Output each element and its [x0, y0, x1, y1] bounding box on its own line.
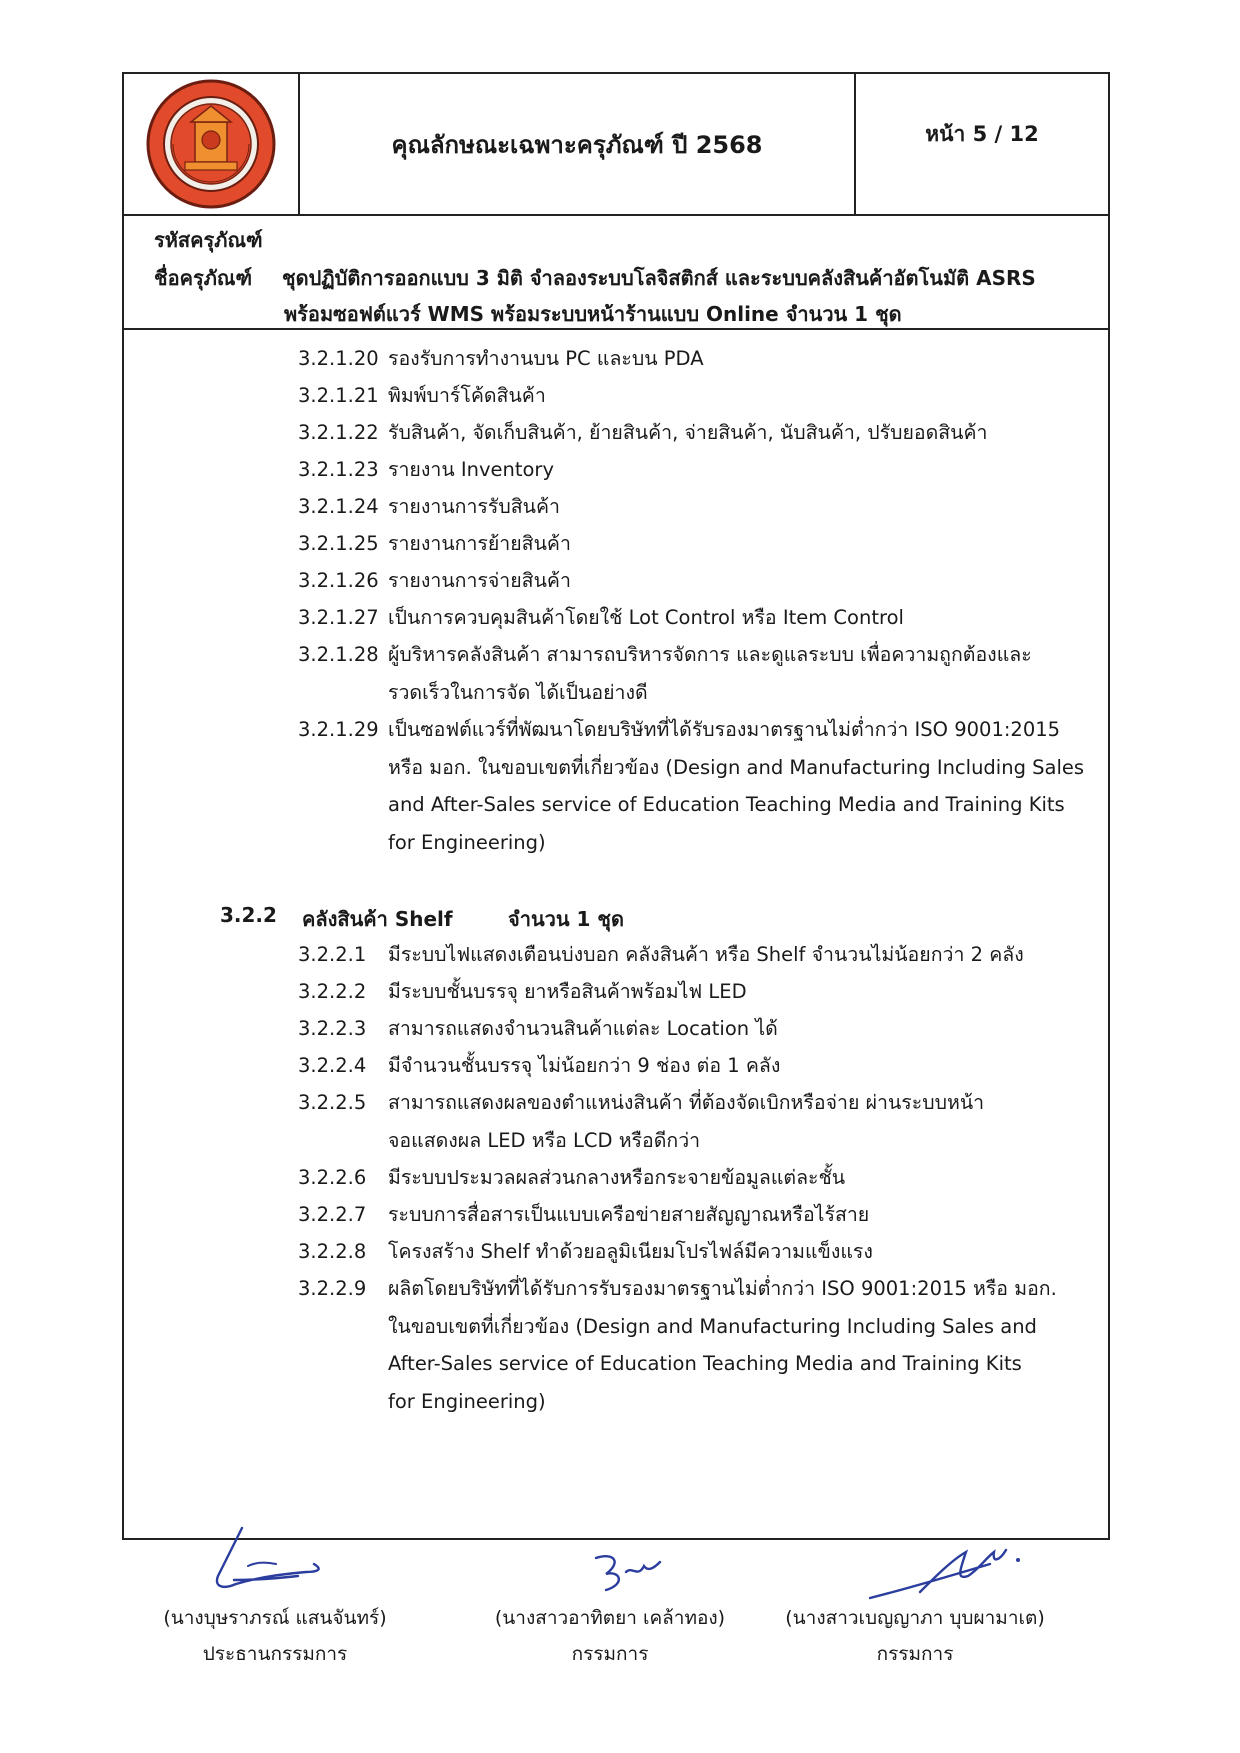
item-text-line: รวดเร็วในการจัด ได้เป็นอย่างดี	[388, 680, 648, 704]
item-text: มีระบบชั้นบรรจุ ยาหรือสินค้าพร้อมไฟ LED	[388, 980, 747, 1003]
list-item	[298, 451, 1098, 489]
signatory-role: กรรมการ	[876, 1643, 954, 1665]
item-number: 3.2.2.7	[298, 1203, 367, 1226]
list-item	[298, 1196, 1098, 1234]
item-text: มีจำนวนชั้นบรรจุ ไม่น้อยกว่า 9 ช่อง ต่อ 1 คลัง	[388, 1054, 781, 1077]
item-number: 3.2.2.1	[298, 943, 367, 966]
signature-mark	[196, 1520, 346, 1600]
item-number: 3.2.1.25	[298, 532, 379, 555]
list-item	[298, 1084, 1098, 1160]
equipment-name-line: พร้อมซอฟต์แวร์ WMS พร้อมระบบหน้าร้านแบบ Online จำนวน 1 ชุด	[284, 302, 902, 326]
item-number: 3.2.1.28	[298, 643, 379, 666]
list-item	[298, 525, 1098, 563]
signatory-role: ประธานกรรมการ	[202, 1643, 348, 1665]
signature-block	[480, 1600, 740, 1672]
header-table	[122, 72, 1110, 216]
equipment-info	[122, 216, 1110, 330]
item-text: รายงานการจ่ายสินค้า	[388, 569, 571, 592]
list-item	[298, 599, 1098, 637]
item-text: ระบบการสื่อสารเป็นแบบเครือข่ายสายสัญญาณหรือไร้สาย	[388, 1203, 870, 1226]
list-item	[298, 340, 1098, 378]
item-text: พิมพ์บาร์โค้ดสินค้า	[388, 384, 546, 407]
item-text: รับสินค้า, จัดเก็บสินค้า, ย้ายสินค้า, จ่ายสินค้า, นับสินค้า, ปรับยอดสินค้า	[388, 421, 988, 444]
signature-block	[150, 1600, 400, 1672]
list-item	[298, 1270, 1098, 1422]
item-text	[388, 636, 1088, 711]
item-text-line: After-Sales service of Education Teaching Media and Training Kits	[388, 1352, 1022, 1375]
item-text-line: ในขอบเขตที่เกี่ยวข้อง (Design and Manufacturing Including Sales and	[388, 1314, 1037, 1338]
item-text: รายงานการย้ายสินค้า	[388, 532, 571, 555]
specification-body	[122, 330, 1110, 1540]
list-item	[298, 936, 1098, 974]
item-text-line: เป็นซอฟต์แวร์ที่พัฒนาโดยบริษัทที่ได้รับรองมาตรฐานไม่ต่ำกว่า ISO 9001:2015	[388, 718, 1061, 741]
document-title: คุณลักษณะเฉพาะครุภัณฑ์ ปี 2568	[300, 74, 856, 214]
equipment-code-label: รหัสครุภัณฑ์	[154, 228, 263, 252]
signatory-role: กรรมการ	[571, 1643, 649, 1665]
item-text	[388, 711, 1088, 861]
item-text: รองรับการทำงานบน PC และบน PDA	[388, 347, 704, 370]
item-number: 3.2.1.22	[298, 421, 379, 444]
item-number: 3.2.1.27	[298, 606, 379, 629]
item-text: เป็นการควบคุมสินค้าโดยใช้ Lot Control หรือ Item Control	[388, 606, 904, 629]
item-number: 3.2.2.4	[298, 1054, 367, 1077]
item-text	[388, 1270, 1096, 1420]
signatory-name: (นางสาวอาทิตยา เคล้าทอง)	[494, 1607, 726, 1629]
item-text: มีระบบประมวลผลส่วนกลางหรือกระจายข้อมูลแต่ละชั้น	[388, 1166, 846, 1189]
item-text-line: ผู้บริหารคลังสินค้า สามารถบริหารจัดการ และดูแลระบบ เพื่อความถูกต้องและ	[388, 643, 1032, 666]
page-number: หน้า 5 / 12	[925, 122, 1039, 146]
equipment-name-label: ชื่อครุภัณฑ์	[154, 266, 253, 290]
item-text-line: ผลิตโดยบริษัทที่ได้รับการรับรองมาตรฐานไม่ต่ำกว่า ISO 9001:2015 หรือ มอก.	[388, 1277, 1057, 1300]
item-number: 3.2.1.24	[298, 495, 379, 518]
item-text: รายงาน Inventory	[388, 458, 554, 481]
item-text-line: for Engineering)	[388, 1389, 546, 1413]
item-number: 3.2.2.8	[298, 1240, 367, 1263]
list-item	[298, 711, 1098, 863]
section-number: 3.2.2	[220, 903, 277, 927]
vocational-education-seal-icon	[145, 78, 277, 210]
item-text-line: หรือ มอก. ในขอบเขตที่เกี่ยวข้อง (Design and Manufacturing Including Sales	[388, 755, 1085, 779]
item-number: 3.2.2.2	[298, 980, 367, 1003]
item-number: 3.2.1.20	[298, 347, 379, 370]
logo-cell	[124, 74, 300, 214]
list-item	[298, 973, 1098, 1011]
item-number: 3.2.1.21	[298, 384, 379, 407]
list-item	[298, 636, 1098, 712]
item-text-line: จอแสดงผล LED หรือ LCD หรือดีกว่า	[388, 1128, 701, 1152]
list-item	[298, 1047, 1098, 1085]
item-text: มีระบบไฟแสดงเตือนบ่งบอก คลังสินค้า หรือ Shelf จำนวนไม่น้อยกว่า 2 คลัง	[388, 943, 1024, 966]
equipment-name-line: ชุดปฏิบัติการออกแบบ 3 มิติ จำลองระบบโลจิสติกส์ และระบบคลังสินค้าอัตโนมัติ ASRS	[282, 266, 1036, 290]
list-item	[298, 1010, 1098, 1048]
item-text-line: and After-Sales service of Education Teaching Media and Training Kits	[388, 793, 1065, 816]
signatory-name: (นางสาวเบญญาภา บุบผามาเต)	[785, 1607, 1045, 1629]
item-text	[388, 1084, 1088, 1159]
equipment-name	[282, 260, 1102, 332]
item-text: โครงสร้าง Shelf ทำด้วยอลูมิเนียมโปรไฟล์มีความแข็งแรง	[388, 1240, 873, 1263]
item-number: 3.2.1.26	[298, 569, 379, 592]
item-text: รายงานการรับสินค้า	[388, 495, 560, 518]
item-number: 3.2.1.29	[298, 718, 379, 741]
signature-block	[780, 1600, 1050, 1672]
item-number: 3.2.2.3	[298, 1017, 367, 1040]
signature-mark	[586, 1548, 676, 1604]
signatory-name: (นางบุษราภรณ์ แสนจันทร์)	[163, 1607, 387, 1629]
list-item	[298, 488, 1098, 526]
list-item	[298, 1159, 1098, 1197]
signature-mark	[860, 1530, 1030, 1610]
section-title: คลังสินค้า Shelf	[302, 907, 453, 931]
list-item	[298, 414, 1098, 452]
item-text-line: for Engineering)	[388, 830, 546, 854]
list-item	[298, 1233, 1098, 1271]
item-number: 3.2.2.9	[298, 1277, 367, 1300]
item-number: 3.2.2.5	[298, 1091, 367, 1114]
section-quantity: จำนวน 1 ชุด	[508, 907, 624, 931]
item-number: 3.2.2.6	[298, 1166, 367, 1189]
list-item	[298, 377, 1098, 415]
item-text: สามารถแสดงจำนวนสินค้าแต่ละ Location ได้	[388, 1017, 778, 1040]
list-item	[298, 562, 1098, 600]
item-text-line: สามารถแสดงผลของตำแหน่งสินค้า ที่ต้องจัดเบิกหรือจ่าย ผ่านระบบหน้า	[388, 1091, 985, 1114]
item-number: 3.2.1.23	[298, 458, 379, 481]
